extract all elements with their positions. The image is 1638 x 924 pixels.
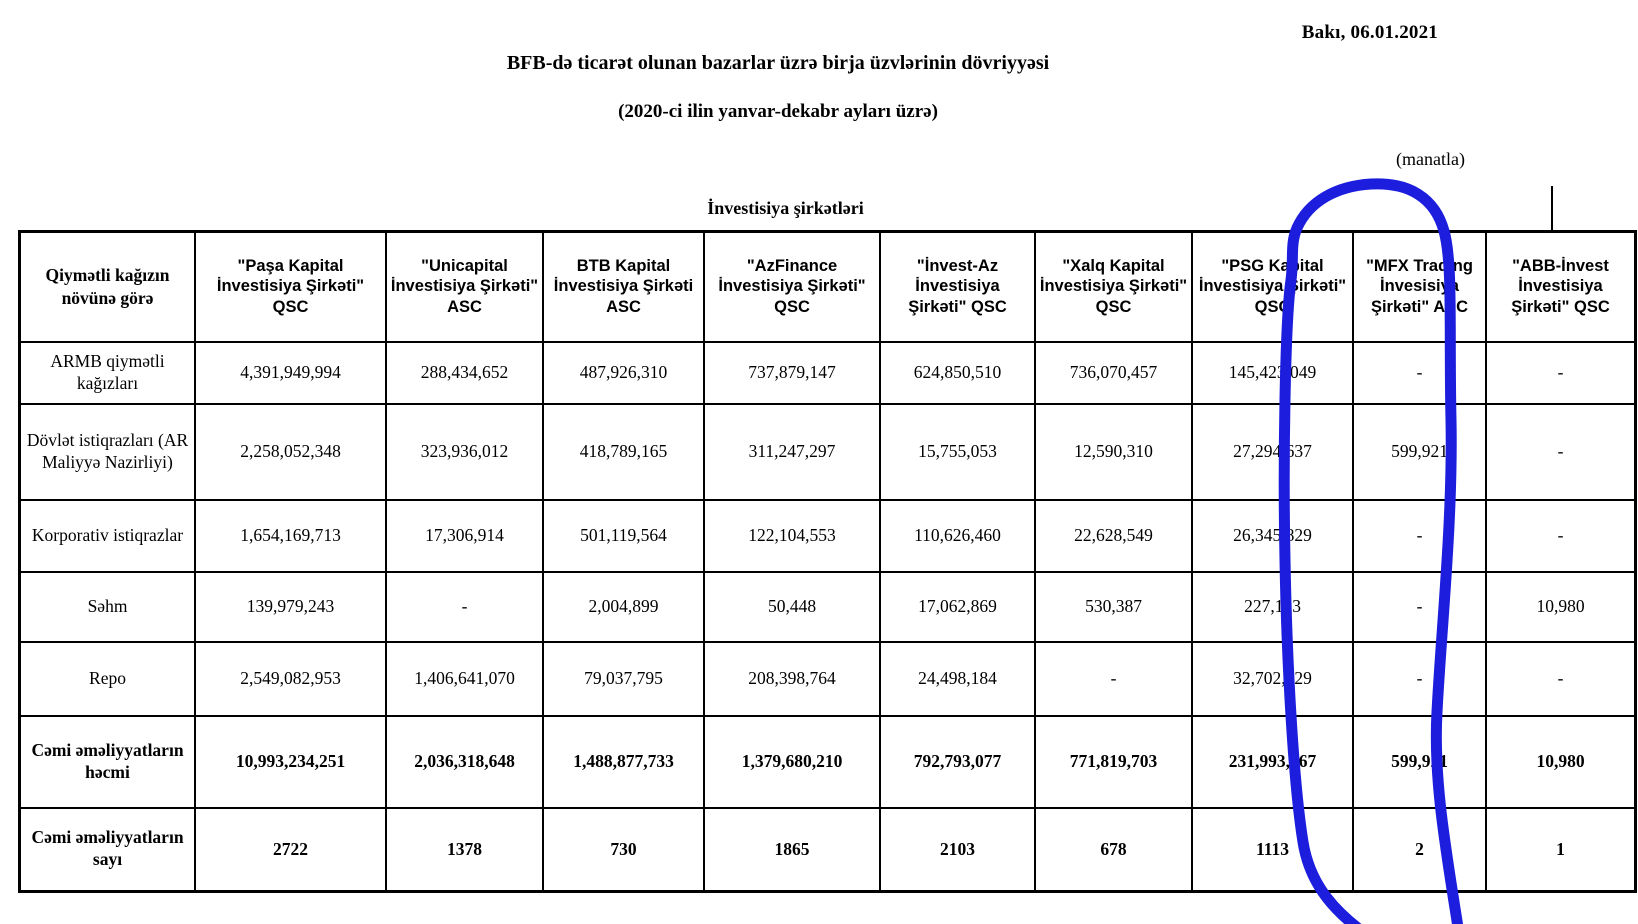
table-cell: -	[1486, 404, 1636, 500]
table-cell: 1378	[386, 808, 543, 892]
table-row	[20, 716, 1636, 808]
table-right-rule	[1551, 186, 1553, 232]
table-cell: 501,119,564	[543, 500, 704, 572]
table-row	[20, 808, 1636, 892]
table-header-row	[20, 232, 1636, 342]
row-label: ARMB qiymətli kağızları	[20, 342, 196, 404]
table-cell: 4,391,949,994	[195, 342, 386, 404]
table-cell: 2,549,082,953	[195, 642, 386, 716]
row-label: Səhm	[20, 572, 196, 642]
turnover-table-wrapper	[18, 186, 1610, 893]
column-header: "Unicapital İnvestisiya Şirkəti" ASC	[386, 232, 543, 342]
table-cell: 771,819,703	[1035, 716, 1192, 808]
table-cell: -	[1353, 342, 1486, 404]
table-cell: 736,070,457	[1035, 342, 1192, 404]
table-cell: 678	[1035, 808, 1192, 892]
table-cell: 530,387	[1035, 572, 1192, 642]
table-row	[20, 572, 1636, 642]
table-cell: 1113	[1192, 808, 1353, 892]
table-cell: 122,104,553	[704, 500, 880, 572]
column-header: "Paşa Kapital İnvestisiya Şirkəti" QSC	[195, 232, 386, 342]
column-header: "MFX Trading İnvesisiya Şirkəti" ASC	[1353, 232, 1486, 342]
table-cell: 10,993,234,251	[195, 716, 386, 808]
table-cell: 323,936,012	[386, 404, 543, 500]
table-cell: 231,993,267	[1192, 716, 1353, 808]
table-cell: 17,062,869	[880, 572, 1035, 642]
table-cell: 110,626,460	[880, 500, 1035, 572]
table-cell: 208,398,764	[704, 642, 880, 716]
table-cell: 139,979,243	[195, 572, 386, 642]
table-cell: 26,345,829	[1192, 500, 1353, 572]
table-cell: 10,980	[1486, 572, 1636, 642]
table-cell: 27,294,637	[1192, 404, 1353, 500]
table-cell: -	[1486, 500, 1636, 572]
table-cell: -	[1035, 642, 1192, 716]
column-header: "İnvest-Az İnvestisiya Şirkəti" QSC	[880, 232, 1035, 342]
table-cell: 50,448	[704, 572, 880, 642]
table-cell: -	[1486, 642, 1636, 716]
table-cell: 227,123	[1192, 572, 1353, 642]
table-cell: 2,004,899	[543, 572, 704, 642]
table-row	[20, 342, 1636, 404]
table-cell: 1,406,641,070	[386, 642, 543, 716]
table-row	[20, 404, 1636, 500]
row-header-title: Qiymətli kağızın növünə görə	[20, 232, 196, 342]
column-header: BTB Kapital İnvestisiya Şirkəti ASC	[543, 232, 704, 342]
turnover-table	[18, 230, 1637, 893]
table-cell: -	[1353, 572, 1486, 642]
table-cell: -	[1353, 642, 1486, 716]
table-cell: 22,628,549	[1035, 500, 1192, 572]
table-cell: 288,434,652	[386, 342, 543, 404]
column-header: "ABB-İnvest İnvestisiya Şirkəti" QSC	[1486, 232, 1636, 342]
table-cell: 12,590,310	[1035, 404, 1192, 500]
table-cell: 2,258,052,348	[195, 404, 386, 500]
table-cell: 2,036,318,648	[386, 716, 543, 808]
document-subtitle: (2020-ci ilin yanvar-dekabr ayları üzrə)	[618, 101, 938, 122]
row-label: Dövlət istiqrazları (AR Maliyyə Nazirliyi)	[20, 404, 196, 500]
table-row	[20, 500, 1636, 572]
column-header: "AzFinance İnvestisiya Şirkəti" QSC	[704, 232, 880, 342]
row-label: Cəmi əməliyyatların sayı	[20, 808, 196, 892]
table-cell: 32,702,629	[1192, 642, 1353, 716]
table-cell: 145,423,049	[1192, 342, 1353, 404]
table-cell: 1,654,169,713	[195, 500, 386, 572]
column-header: "PSG Kapital İnvestisiya Şirkəti" QSC	[1192, 232, 1353, 342]
table-cell: 1	[1486, 808, 1636, 892]
table-cell: 1,488,877,733	[543, 716, 704, 808]
table-cell: 2103	[880, 808, 1035, 892]
table-cell: 2	[1353, 808, 1486, 892]
table-cell: 1865	[704, 808, 880, 892]
row-label: Repo	[20, 642, 196, 716]
table-cell: 17,306,914	[386, 500, 543, 572]
table-cell: -	[1486, 342, 1636, 404]
table-cell: -	[386, 572, 543, 642]
row-label: Korporativ istiqrazlar	[20, 500, 196, 572]
table-cell: 24,498,184	[880, 642, 1035, 716]
table-cell: 737,879,147	[704, 342, 880, 404]
table-row	[20, 642, 1636, 716]
unit-note: (manatla)	[1396, 149, 1465, 169]
table-cell: -	[1353, 500, 1486, 572]
table-cell: 15,755,053	[880, 404, 1035, 500]
document-title: BFB-də ticarət olunan bazarlar üzrə birja üzvlərinin dövriyyəsi	[506, 52, 1050, 74]
table-cell: 792,793,077	[880, 716, 1035, 808]
row-label: Cəmi əməliyyatların həcmi	[20, 716, 196, 808]
table-cell: 1,379,680,210	[704, 716, 880, 808]
table-cell: 10,980	[1486, 716, 1636, 808]
table-cell: 418,789,165	[543, 404, 704, 500]
table-cell: 730	[543, 808, 704, 892]
table-cell: 487,926,310	[543, 342, 704, 404]
column-header: "Xalq Kapital İnvestisiya Şirkəti" QSC	[1035, 232, 1192, 342]
table-cell: 599,921	[1353, 404, 1486, 500]
table-cell: 599,921	[1353, 716, 1486, 808]
table-cell: 2722	[195, 808, 386, 892]
table-cell: 79,037,795	[543, 642, 704, 716]
date-location: Bakı, 06.01.2021	[1301, 22, 1438, 43]
table-cell: 624,850,510	[880, 342, 1035, 404]
group-header: İnvestisiya şirkətləri	[707, 197, 864, 218]
table-cell: 311,247,297	[704, 404, 880, 500]
